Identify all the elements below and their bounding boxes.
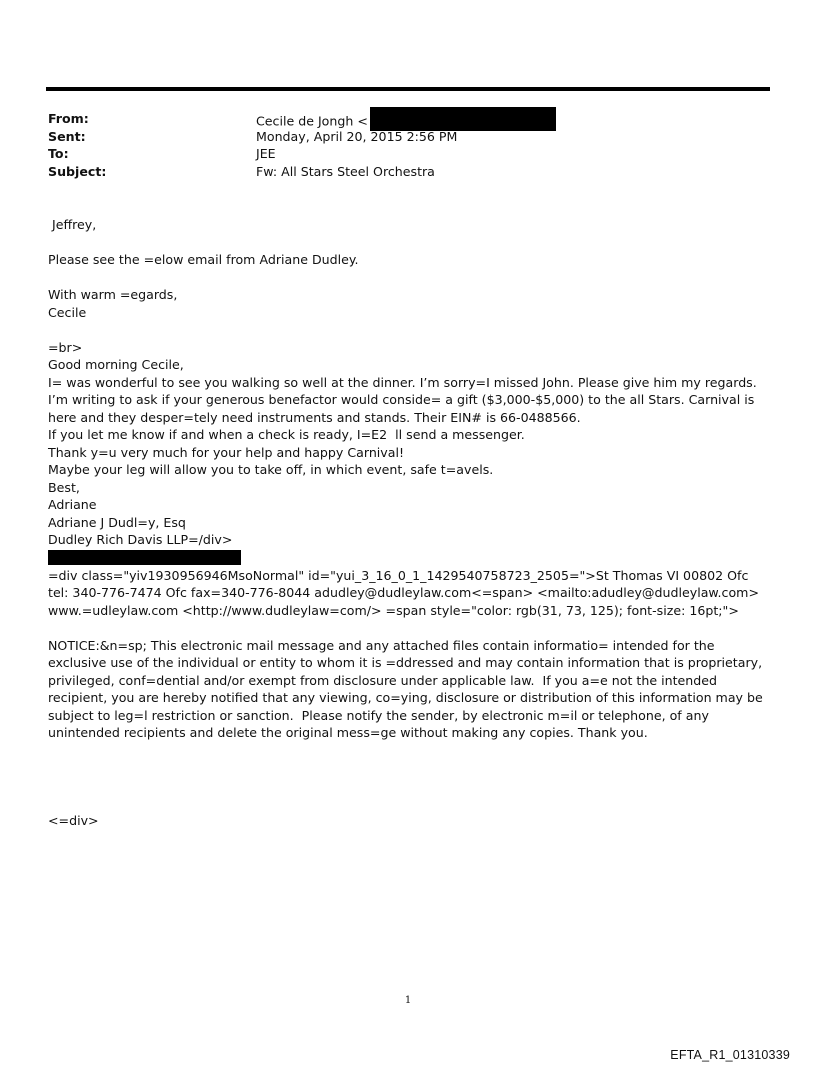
to-value: JEE (256, 146, 276, 161)
fw-line: Dudley Rich Davis LLP=/div> (48, 532, 233, 547)
sent-label: Sent: (48, 128, 86, 144)
fw-line: =br> (48, 339, 83, 355)
from-row (48, 110, 768, 128)
redaction-box (48, 550, 241, 565)
header-rule (46, 87, 770, 91)
email-body (48, 216, 768, 829)
greeting: Jeffrey, (48, 217, 97, 232)
fw-line: I’m writing to ask if your generous benefactor would conside= a gift ($3,000-$5,000) to the all Stars. Carnival is here and they desper=tely need instruments and stands. Their EIN# is 66-0488566. (48, 392, 755, 425)
intro-paragraph: Please see the =elow email from Adriane Dudley. (48, 252, 359, 267)
page-number: 1 (404, 995, 412, 1006)
fw-line: If you let me know if and when a check is ready, I=E2 ll send a messenger. (48, 427, 525, 442)
fw-line: Adriane (48, 497, 97, 512)
sent-value: Monday, April 20, 2015 2:56 PM (256, 128, 458, 144)
fw-line: Good morning Cecile, (48, 357, 184, 372)
subject-label: Subject: (48, 163, 107, 179)
fw-line: Adriane J Dudl=y, Esq (48, 514, 186, 530)
fw-line: Thank y=u very much for your help and happy Carnival! (48, 444, 405, 460)
subject-row (48, 163, 768, 181)
to-row (48, 145, 768, 163)
closing-line: With warm =egards, (48, 287, 178, 302)
from-name: Cecile de Jongh < (256, 113, 368, 129)
legal-notice: NOTICE:&n=sp; This electronic mail message and any attached files contain informatio= intended for the exclusive use of the individual or entity to whom it is =ddressed and may contain information that is proprietary, privileged, conf=dential and/or exempt from disclosure under applicable law. If you a=e not the intended recipient, you are hereby notified that any viewing, co=ying, disclosure or distribution of this information may be subject to leg=l restriction or sanction. Please notify the sender, by electronic m=il or telephone, of any unintended recipients and delete the original mess=ge without making any copies. Thank you. (48, 637, 767, 740)
subject-value: Fw: All Stars Steel Orchestra (256, 163, 435, 179)
sent-row (48, 128, 768, 146)
signature-name: Cecile (48, 304, 87, 320)
email-header (48, 110, 768, 180)
end-div: <=div> (48, 812, 99, 828)
fw-line: Maybe your leg will allow you to take off, in which event, safe t=avels. (48, 462, 494, 477)
fw-line: Best, (48, 479, 80, 495)
to-label: To: (48, 146, 69, 161)
from-label: From: (48, 111, 89, 126)
from-value (256, 110, 768, 128)
document-id: EFTA_R1_01310339 (670, 1048, 790, 1062)
address-block: =div class="yiv1930956946MsoNormal" id="yui_3_16_0_1_1429540758723_2505=">St Thomas VI 00802 Ofc tel: 340-776-7474 Ofc fax=340-776-8044 adudley@dudleylaw.com<=span> <mailto:adudley@dudleylaw.com> www.=udleylaw.com <http://www.dudleylaw=com/> =span style="color: rgb(31, 73, 125); font-size: 16pt;"> (48, 567, 760, 618)
fw-line: I= was wonderful to see you walking so well at the dinner. I’m sorry=I missed John. Please give him my regards. (48, 374, 757, 390)
